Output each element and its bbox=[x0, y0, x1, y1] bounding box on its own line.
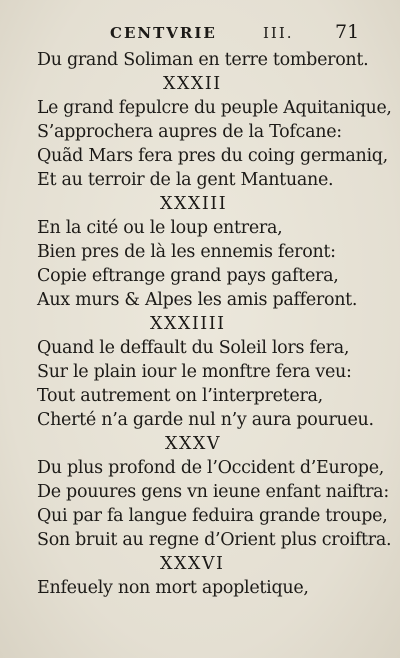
verse-line: Quãd Mars fera pres du coing germaniq, bbox=[37, 146, 388, 166]
verse-line: Du plus profond de l’Occident d’Europe, bbox=[37, 458, 385, 478]
quatrain-number: XXXIII bbox=[160, 194, 228, 214]
verse-line: De pouures gens vn ieune enfant naiftra: bbox=[37, 482, 389, 502]
verse-line: Enfeuely non mort apopletique, bbox=[37, 578, 309, 598]
verse-line: Son bruit au regne d’Orient plus croiftra. bbox=[37, 530, 392, 550]
verse-line: Copie eftrange grand pays gaftera, bbox=[37, 266, 339, 286]
verse-line: S’approchera aupres de la Tofcane: bbox=[37, 122, 342, 142]
verse-line: En la cité ou le loup entrera, bbox=[37, 218, 283, 238]
verse-line: Bien pres de là les ennemis feront: bbox=[37, 242, 336, 262]
verse-line: Du grand Soliman en terre tomberont. bbox=[37, 50, 369, 70]
page-number: 71 bbox=[335, 21, 360, 43]
running-head: CENTVRIE bbox=[110, 24, 217, 42]
quatrain-number: XXXII bbox=[163, 74, 222, 94]
verse-line: Sur le plain iour le monftre fera veu: bbox=[37, 362, 352, 382]
quatrain-number: XXXV bbox=[165, 434, 222, 454]
page-header bbox=[110, 21, 370, 48]
verse-line: Aux murs & Alpes les amis pafferont. bbox=[37, 290, 358, 310]
verse-line: Qui par fa langue feduira grande troupe, bbox=[37, 506, 388, 526]
verse-line: Tout autrement on l’interpretera, bbox=[37, 386, 323, 406]
verse-line: Et au terroir de la gent Mantuane. bbox=[37, 170, 334, 190]
quatrain-number: XXXIIII bbox=[150, 314, 226, 334]
verse-line: Quand le deffault du Soleil lors fera, bbox=[37, 338, 350, 358]
verse-line: Le grand fepulcre du peuple Aquitanique, bbox=[37, 98, 392, 118]
century-numeral: III. bbox=[263, 24, 294, 42]
quatrain-number: XXXVI bbox=[160, 554, 225, 574]
verse-line: Cherté n’a garde nul n’y aura pourueu. bbox=[37, 410, 374, 430]
